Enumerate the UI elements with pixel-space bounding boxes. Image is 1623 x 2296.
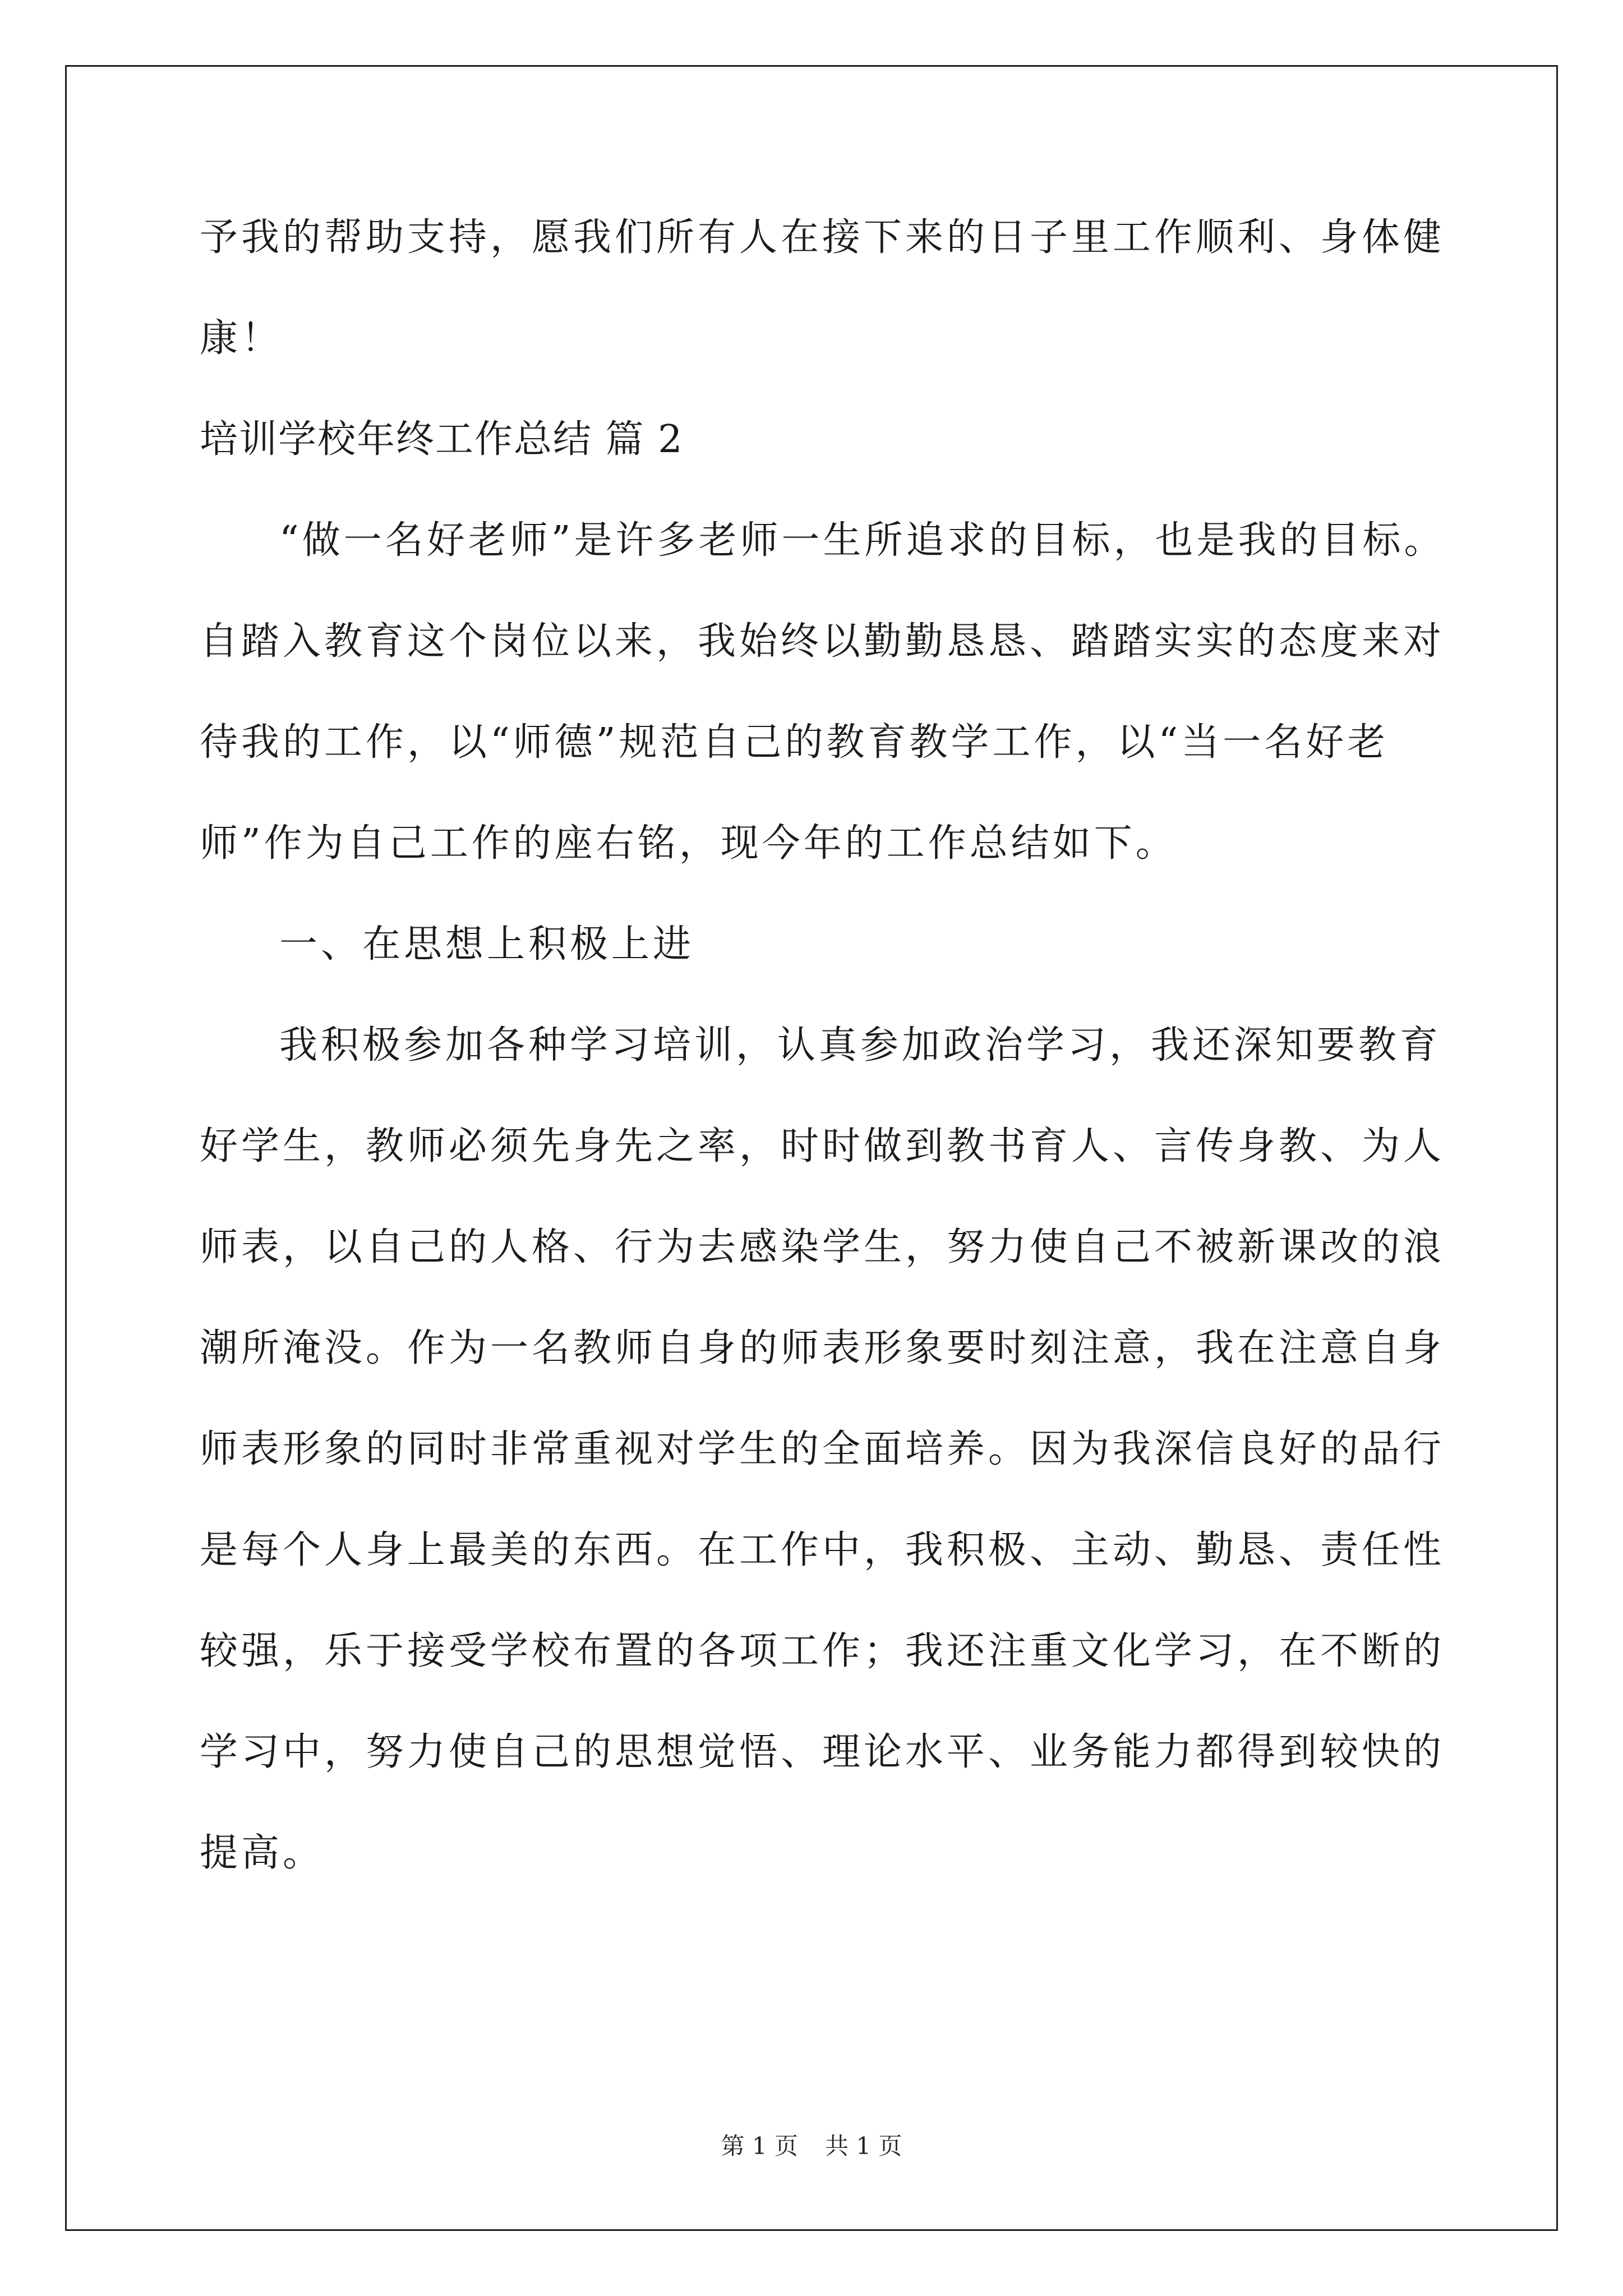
- text-line: 潮所淹没。作为一名教师自身的师表形象要时刻注意，我在注意自身: [200, 1326, 1445, 1370]
- text-line: 师表形象的同时非常重视对学生的全面培养。因为我深信良好的品行: [200, 1427, 1445, 1471]
- text-line: 是每个人身上最美的东西。在工作中，我积极、主动、勤恳、责任性: [200, 1528, 1445, 1572]
- text-line: 师”作为自己工作的座右铭，现今年的工作总结如下。: [200, 821, 1177, 866]
- text-line: 提高。: [200, 1831, 325, 1875]
- text-line: 较强，乐于接受学校布置的各项工作；我还注重文化学习，在不断的: [200, 1629, 1445, 1673]
- text-line: 学习中，努力使自己的思想觉悟、理论水平、业务能力都得到较快的: [200, 1730, 1445, 1774]
- text-line: 师表，以自己的人格、行为去感染学生，努力使自己不被新课改的浪: [200, 1225, 1445, 1269]
- text-line: “做一名好老师”是许多老师一生所追求的目标，也是我的目标。: [279, 518, 1446, 563]
- subsection-heading: 一、在思想上积极上进: [279, 922, 695, 967]
- page-footer: [0, 2134, 1623, 2158]
- text-line: 自踏入教育这个岗位以来，我始终以勤勤恳恳、踏踏实实的态度来对: [200, 619, 1445, 664]
- page-total: 共 1 页: [825, 2132, 902, 2160]
- text-line: 康！: [200, 316, 283, 361]
- document-body: [200, 215, 1446, 1935]
- section-heading: 培训学校年终工作总结 篇 2: [200, 417, 684, 462]
- text-line: 待我的工作，以“师德”规范自己的教育教学工作，以“当一名好老: [200, 720, 1389, 765]
- page-number: 第 1 页: [721, 2132, 798, 2160]
- text-line: 好学生，教师必须先身先之率，时时做到教书育人、言传身教、为人: [200, 1124, 1445, 1168]
- text-line: 予我的帮助支持，愿我们所有人在接下来的日子里工作顺利、身体健: [200, 215, 1445, 260]
- text-line: 我积极参加各种学习培训，认真参加政治学习，我还深知要教育: [279, 1023, 1442, 1068]
